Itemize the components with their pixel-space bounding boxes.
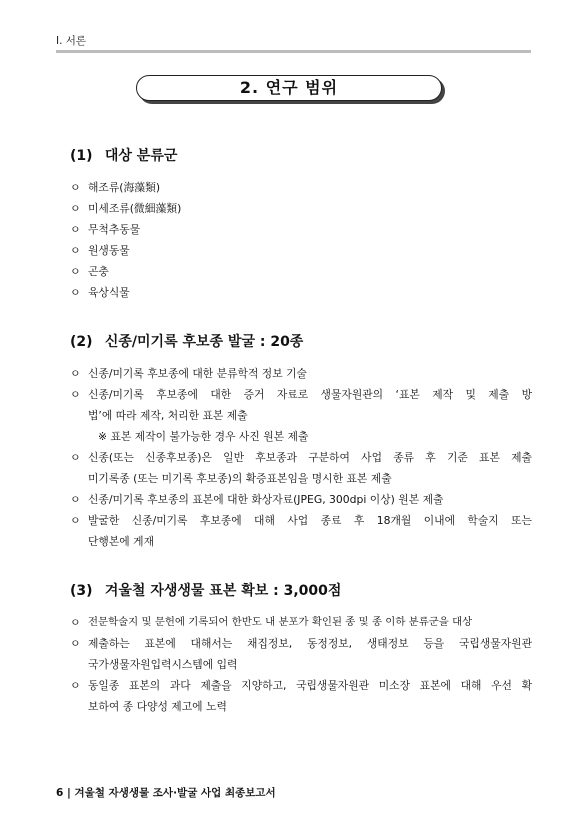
bullet-icon: ㅇ (70, 637, 81, 650)
list-item: ㅇ 곤충 (70, 261, 532, 282)
bullet-icon: ㅇ (70, 265, 81, 278)
list-item: ㅇ 동일종 표본의 과다 제출을 지양하고, 국립생물자원관 미소장 표본에 대해 우선 확 보하여 종 다양성 제고에 노력 (70, 675, 532, 717)
section-number: (1) (70, 148, 93, 164)
list-item: ㅇ 신종/미기록 후보종에 대한 증거 자료로 생물자원관의 ‘표본 제작 및 제출 방 법’에 따라 제작, 처리한 표본 제출 (70, 384, 532, 426)
report-title: 겨울철 자생생물 조사·발굴 사업 최종보고서 (74, 787, 276, 799)
list-item: ㅇ 육상식물 (70, 282, 532, 303)
bullet-icon: ㅇ (70, 286, 81, 299)
section-heading (70, 580, 532, 600)
section-title: 신종/미기록 후보종 발굴 : 20종 (104, 334, 304, 350)
section-heading (70, 145, 532, 165)
section-specimen-acquisition (70, 580, 532, 717)
bullet-icon: ㅇ (70, 388, 81, 401)
section-new-species (70, 331, 532, 552)
list-item: ㅇ 원생동물 (70, 240, 532, 261)
page-number: 6 (56, 787, 64, 799)
list-item: ㅇ 전문학술지 및 문헌에 기록되어 한반도 내 분포가 확인된 종 및 종 이하 분류군을 대상 (70, 612, 532, 633)
bullet-icon: ㅇ (70, 514, 81, 527)
list-item: ㅇ 신종/미기록 후보종의 표본에 대한 화상자료(JPEG, 300dpi 이상) 원본 제출 (70, 489, 532, 510)
header-rule (56, 50, 531, 53)
list-item: ㅇ 발굴한 신종/미기록 후보종에 대해 사업 종료 후 18개월 이내에 학술지 또는 단행본에 게재 (70, 510, 532, 552)
section-title: 대상 분류군 (104, 148, 178, 164)
list-item: ㅇ 해조류(海藻類) (70, 177, 532, 198)
bullet-icon: ㅇ (70, 493, 81, 506)
list-item: ㅇ 신종/미기록 후보종에 대한 분류학적 정보 기술 (70, 363, 532, 384)
running-header: I. 서론 (56, 35, 87, 47)
bullet-icon: ㅇ (70, 181, 81, 194)
section-title: 겨울철 자생생물 표본 확보 : 3,000점 (104, 583, 342, 599)
bullet-icon: ㅇ (70, 223, 81, 236)
bullet-icon: ㅇ (70, 367, 81, 380)
bullet-icon: ㅇ (70, 679, 81, 692)
bullet-icon: ㅇ (70, 451, 81, 464)
bullet-icon: ㅇ (70, 616, 81, 629)
specimen-list (70, 612, 532, 717)
section-number: (2) (70, 334, 93, 350)
section-target-taxa (70, 145, 532, 303)
list-item: ㅇ 신종(또는 신종후보종)은 일반 후보종과 구분하여 사업 종류 후 기준 표본 제출 미기록종 (또는 미기록 후보종)의 확증표본임을 명시한 표본 제출 (70, 447, 532, 489)
section-number: (3) (70, 583, 93, 599)
taxa-list (70, 177, 532, 303)
list-item: ㅇ 미세조류(微細藻類) (70, 198, 532, 219)
section-heading (70, 331, 532, 351)
new-species-list (70, 363, 532, 552)
footer-separator: | (66, 787, 71, 799)
list-item: ㅇ 무척추동물 (70, 219, 532, 240)
title-banner (136, 75, 446, 105)
page-title: 2. 연구 범위 (136, 75, 442, 101)
bullet-icon: ㅇ (70, 244, 81, 257)
bullet-icon: ㅇ (70, 202, 81, 215)
page-footer (56, 785, 276, 800)
note-text: ※ 표본 제작이 불가능한 경우 사진 원본 제출 (98, 430, 309, 443)
list-item: ㅇ 제출하는 표본에 대해서는 채집정보, 동정정보, 생태정보 등을 국립생물자원관 국가생물자원입력시스템에 입력 (70, 633, 532, 675)
